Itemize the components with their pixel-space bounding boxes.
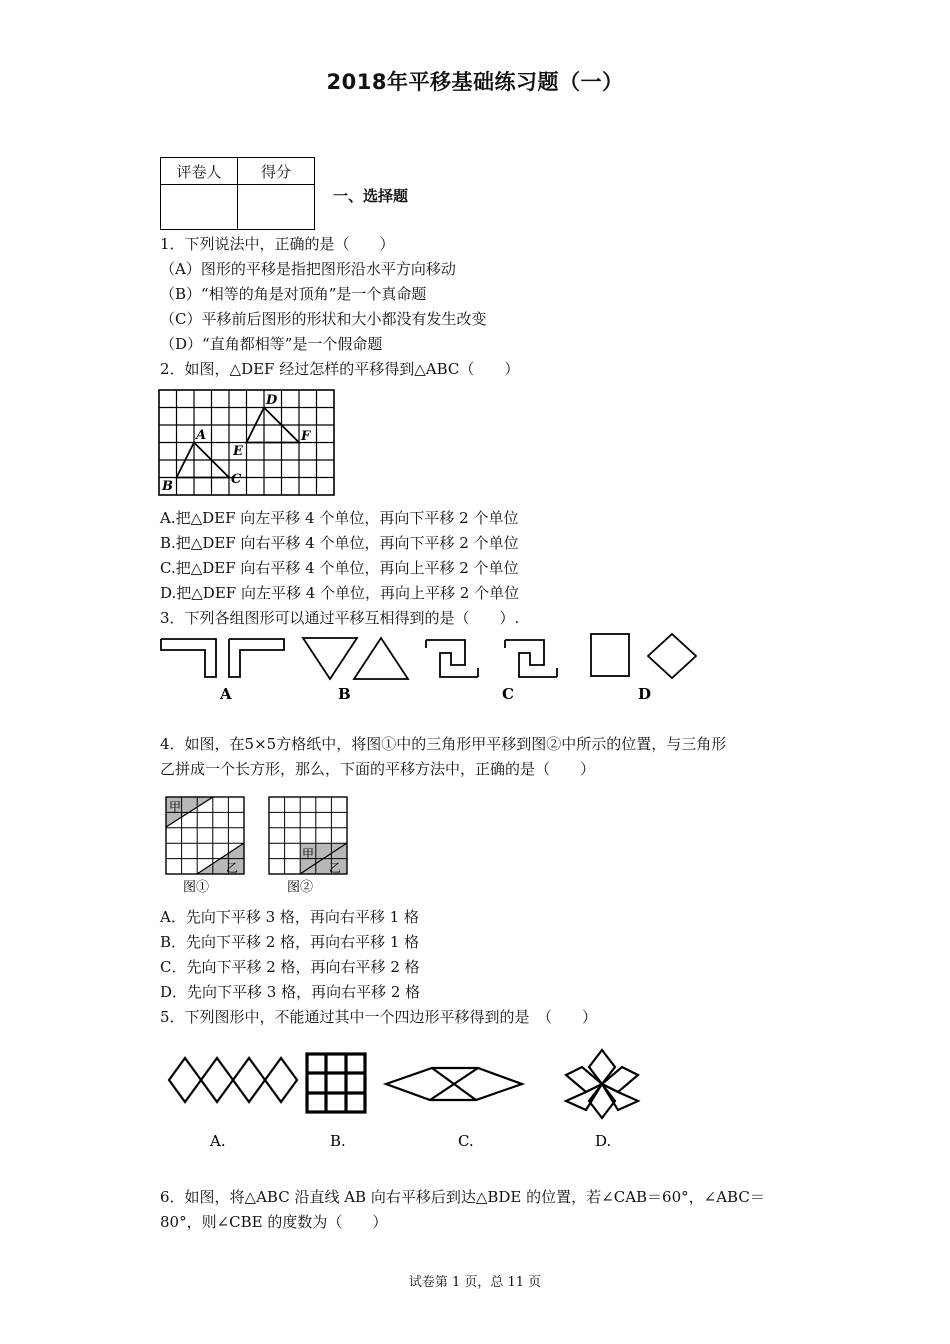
page-footer: 试卷第 1 页，总 11 页 [408, 1275, 542, 1290]
q2-label-f: F [301, 429, 311, 444]
q5-label-c: C. [458, 1132, 474, 1150]
q1-option-d: （D）“直角都相等”是一个假命题 [160, 335, 383, 353]
q3-shapes-figure [158, 628, 703, 706]
page-title: 2018年平移基础练习题（一） [326, 70, 624, 94]
score-table-score-cell [238, 185, 315, 230]
q1-option-a: （A）图形的平移是指把图形沿水平方向移动 [160, 260, 456, 278]
q5-label-b: B. [330, 1132, 346, 1150]
q4-option-d: D．先向下平移 3 格，再向右平移 2 格 [160, 983, 421, 1001]
q4-option-c: C．先向下平移 2 格，再向右平移 2 格 [160, 958, 420, 976]
q3-label-d: D [638, 685, 652, 703]
q3-label-b: B [338, 685, 351, 703]
q4-option-a: A．先向下平移 3 格，再向右平移 1 格 [160, 908, 419, 926]
score-table-grader-header: 评卷人 [161, 158, 238, 185]
q4-grid-figures [163, 795, 353, 895]
q2-label-d: D [266, 393, 278, 408]
q4-fig2-caption: 图② [287, 880, 314, 895]
q4-fig2-jia-label: 甲 [302, 847, 315, 861]
q5-stem: 5．下列图形中，不能通过其中一个四边形平移得到的是 （ ） [160, 1008, 598, 1026]
q3-stem: 3．下列各组图形可以通过平移互相得到的是（ ）. [160, 609, 520, 627]
q4-stem-line1: 4．如图，在5×5方格纸中，将图①中的三角形甲平移到图②中所示的位置，与三角形 [160, 735, 727, 753]
q5-shapes-figure [160, 1040, 650, 1155]
q2-option-c: C.把△DEF 向右平移 4 个单位，再向上平移 2 个单位 [160, 559, 519, 577]
q2-grid-figure [158, 389, 336, 497]
q4-option-b: B．先向下平移 2 格，再向右平移 1 格 [160, 933, 420, 951]
q1-option-b: （B）“相等的角是对顶角”是一个真命题 [160, 285, 427, 303]
section-heading: 一、选择题 [333, 187, 409, 205]
q1-stem: 1．下列说法中，正确的是（ ） [160, 235, 395, 253]
q2-label-a: A [196, 428, 207, 443]
q2-option-b: B.把△DEF 向右平移 4 个单位，再向下平移 2 个单位 [160, 534, 519, 552]
q6-stem-line1: 6．如图，将△ABC 沿直线 AB 向右平移后到达△BDE 的位置，若∠CAB＝60°，∠ABC＝ [160, 1188, 765, 1206]
q5-label-a: A. [210, 1132, 226, 1150]
q5-label-d: D. [595, 1132, 612, 1150]
q4-fig1-yi-label: 乙 [226, 861, 239, 875]
q4-stem-line2: 乙拼成一个长方形，那么，下面的平移方法中，正确的是（ ） [160, 760, 596, 778]
q2-label-e: E [233, 444, 243, 459]
score-table-grader-cell [161, 185, 238, 230]
q1-option-c: （C）平移前后图形的形状和大小都没有发生改变 [160, 310, 487, 328]
q4-fig1-caption: 图① [183, 880, 210, 895]
q3-label-a: A [220, 685, 232, 703]
q3-label-c: C [502, 685, 514, 703]
q2-stem: 2．如图，△DEF 经过怎样的平移得到△ABC（ ） [160, 360, 520, 378]
q2-label-c: C [231, 472, 242, 487]
q6-stem-line2: 80°，则∠CBE 的度数为（ ） [160, 1213, 388, 1231]
score-table [160, 157, 315, 230]
score-table-score-header: 得分 [238, 158, 315, 185]
q4-fig2-yi-label: 乙 [329, 861, 342, 875]
q4-fig1-jia-label: 甲 [169, 800, 182, 814]
q2-label-b: B [162, 479, 173, 494]
q2-option-d: D.把△DEF 向左平移 4 个单位，再向上平移 2 个单位 [160, 584, 520, 602]
q2-option-a: A.把△DEF 向左平移 4 个单位，再向下平移 2 个单位 [160, 509, 519, 527]
